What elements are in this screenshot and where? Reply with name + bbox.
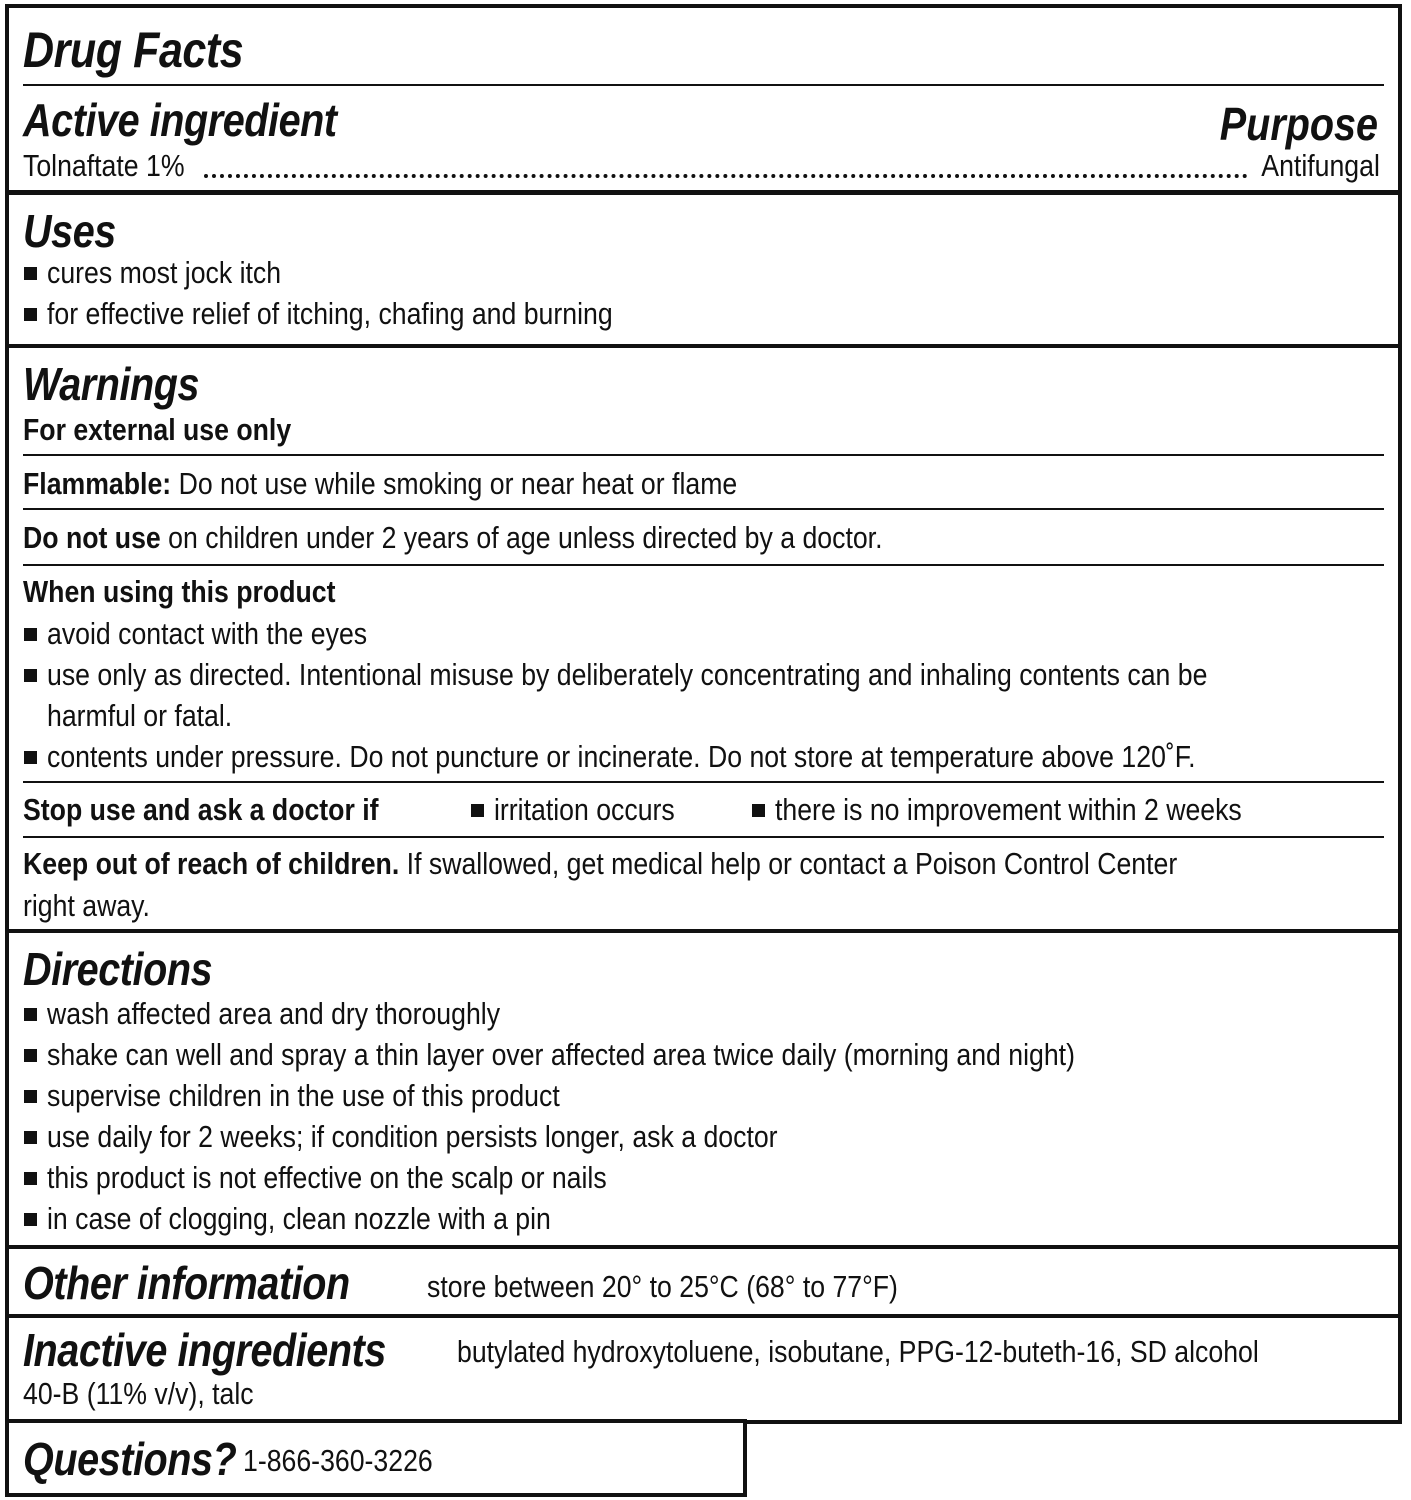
stop-use-item: there is no improvement within 2 weeks [775, 792, 1242, 827]
bullet-icon [24, 1172, 37, 1185]
bullet-icon [24, 267, 37, 280]
divider [23, 508, 1384, 510]
divider [23, 454, 1384, 456]
divider [23, 836, 1384, 838]
bullet-icon [24, 1090, 37, 1103]
list-item: this product is not effective on the scalp or nails [47, 1160, 607, 1195]
bullet-icon [24, 1213, 37, 1226]
stop-use-item: irritation occurs [494, 792, 675, 827]
uses-heading: Uses [23, 205, 116, 257]
flammable-warning [23, 464, 737, 504]
do-not-use-text: on children under 2 years of age unless directed by a doctor. [160, 520, 883, 555]
bullet-icon [24, 628, 37, 641]
divider [23, 781, 1384, 783]
inactive-ingredients-continuation: 40-B (11% v/v), talc [23, 1376, 254, 1411]
bullet-icon [24, 1049, 37, 1062]
bullet-icon [24, 308, 37, 321]
keep-out-text: If swallowed, get medical help or contact a Poison Control Center [399, 846, 1178, 881]
list-item-continuation: harmful or fatal. [47, 698, 233, 733]
list-item: cures most jock itch [47, 255, 282, 290]
do-not-use-label: Do not use [23, 520, 161, 555]
purpose-heading: Purpose [1219, 98, 1378, 150]
questions-heading: Questions? [23, 1433, 237, 1485]
list-item: use daily for 2 weeks; if condition persists longer, ask a doctor [47, 1119, 778, 1154]
drug-facts-title: Drug Facts [23, 22, 244, 78]
list-item: contents under pressure. Do not puncture or incinerate. Do not store at temperature above 120˚F. [47, 739, 1196, 774]
inactive-ingredients-panel [5, 1314, 1402, 1424]
active-ingredient-heading: Active ingredient [23, 94, 337, 146]
warnings-panel [5, 344, 1402, 934]
directions-panel [5, 929, 1402, 1250]
drug-facts-header-panel [5, 4, 1402, 194]
other-information-text: store between 20° to 25°C (68° to 77°F) [427, 1269, 898, 1304]
keep-out-continuation: right away. [23, 888, 150, 923]
list-item: avoid contact with the eyes [47, 616, 368, 651]
inactive-ingredients-heading: Inactive ingredients [23, 1324, 386, 1376]
flammable-text: Do not use while smoking or near heat or flame [171, 466, 738, 501]
leader-dots [204, 174, 1248, 178]
do-not-use-warning [23, 518, 883, 558]
bullet-icon [24, 1131, 37, 1144]
directions-heading: Directions [23, 943, 213, 995]
questions-phone: 1-866-360-3226 [243, 1443, 433, 1478]
external-use-only: For external use only [23, 412, 292, 447]
list-item: for effective relief of itching, chafing and burning [47, 296, 613, 331]
bullet-icon [24, 751, 37, 764]
list-item: wash affected area and dry thoroughly [47, 996, 501, 1031]
keep-out-of-reach [23, 844, 1177, 884]
active-ingredient-value: Tolnaftate 1% [23, 148, 185, 183]
bullet-icon [24, 669, 37, 682]
questions-panel [5, 1419, 747, 1497]
list-item: shake can well and spray a thin layer over affected area twice daily (morning and night) [47, 1037, 1075, 1072]
bullet-icon [471, 804, 484, 817]
other-information-heading: Other information [23, 1257, 350, 1309]
purpose-value: Antifungal [1261, 148, 1380, 183]
title-divider [23, 84, 1384, 86]
bullet-icon [24, 1008, 37, 1021]
keep-out-label: Keep out of reach of children. [23, 846, 400, 881]
list-item: use only as directed. Intentional misuse by deliberately concentrating and inhaling contents can be [47, 657, 1208, 692]
inactive-ingredients-text: butylated hydroxytoluene, isobutane, PPG-12-buteth-16, SD alcohol [457, 1334, 1259, 1369]
bullet-icon [752, 804, 765, 817]
stop-use-label: Stop use and ask a doctor if [23, 792, 379, 827]
other-information-panel [5, 1245, 1402, 1319]
flammable-label: Flammable: [23, 466, 172, 501]
list-item: supervise children in the use of this product [47, 1078, 560, 1113]
warnings-heading: Warnings [23, 358, 200, 410]
when-using-heading: When using this product [23, 574, 336, 609]
uses-panel [5, 191, 1402, 348]
list-item: in case of clogging, clean nozzle with a pin [47, 1201, 551, 1236]
divider [23, 564, 1384, 566]
